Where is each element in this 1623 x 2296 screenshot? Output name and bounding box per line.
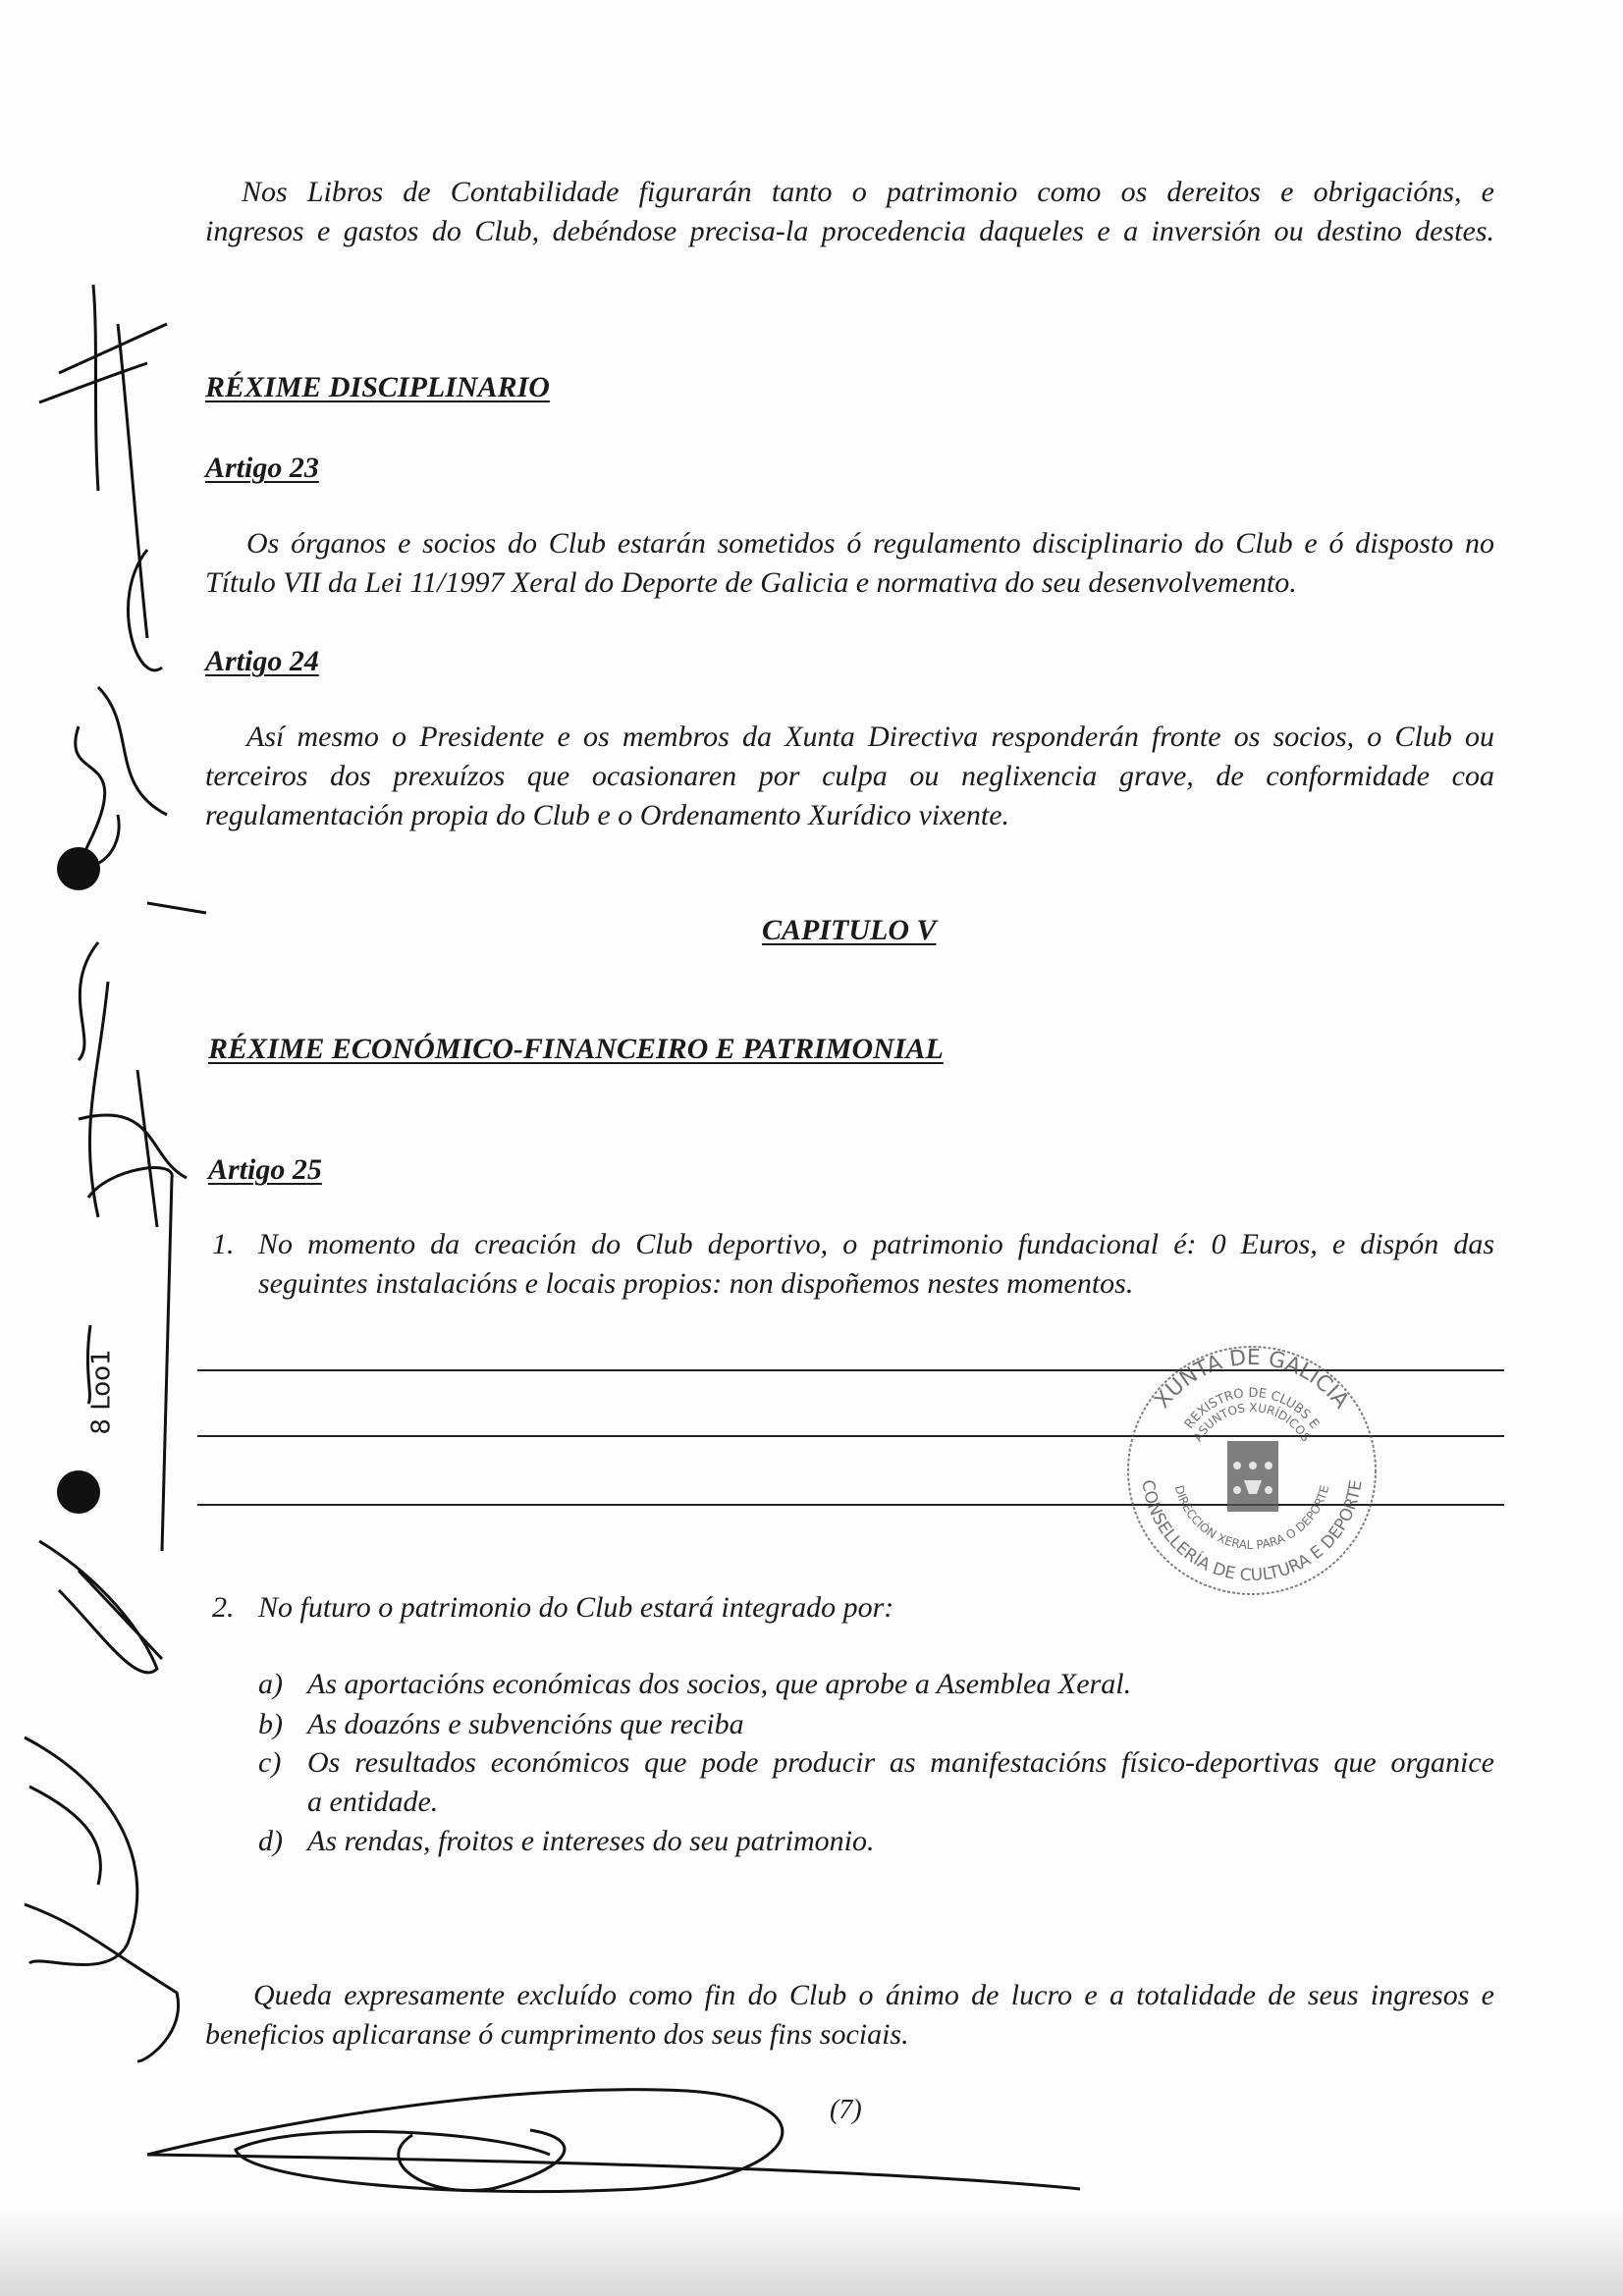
stamp-outer-bottom: CONSELLERÍA DE CULTURA E DEPORTE — [1137, 1478, 1367, 1586]
article-24-line-2: terceiros dos prexuízos que ocasionaren por culpa ou neglixencia grave, de conformidade coa — [205, 760, 1494, 792]
article-25-title: Artigo 25 — [208, 1153, 322, 1186]
page-number: (7) — [830, 2095, 862, 2125]
subitem-c-text: Os resultados económicos que pode producir as manifestacións físico-deportivas que organice — [307, 1746, 1494, 1779]
closing-line-2: beneficios aplicaranse ó cumprimento dos seus fins sociais. — [205, 2018, 909, 2051]
article-23-title: Artigo 23 — [205, 452, 319, 484]
article-24-line-1: Así mesmo o Presidente e os membros da Xunta Directiva responderán fronte os socios, o Club ou — [246, 721, 1494, 753]
stamp-outer-top: XUNTA DE GALICIA — [1150, 1345, 1354, 1414]
subitem-d-text: As rendas, froitos e intereses do seu patrimonio. — [307, 1825, 875, 1857]
article-24-line-3: regulamentación propia do Club e o Ordenamento Xurídico vixente. — [205, 799, 1010, 831]
chapter-heading: RÉXIME ECONÓMICO-FINANCEIRO E PATRIMONIAL — [208, 1033, 944, 1065]
article-24-title: Artigo 24 — [205, 645, 319, 677]
intro-line-2: ingresos e gastos do Club, debéndose precisa-la procedencia daqueles e a inversión ou destino destes. — [205, 215, 1494, 247]
stamp-inner-top-1: REXISTRO DE CLUBS E — [1181, 1385, 1323, 1432]
item-1-line-1: No momento da creación do Club deportivo, o patrimonio fundacional é: 0 Euros, e dispón das — [258, 1228, 1494, 1260]
subitem-b-label: b) — [258, 1708, 283, 1740]
subitem-a-text: As aportacións económicas dos socios, que aprobe a Asemblea Xeral. — [307, 1668, 1132, 1700]
subitem-d-label: d) — [258, 1825, 283, 1857]
subitem-b-text: As doazóns e subvencións que reciba — [307, 1708, 744, 1740]
margin-handwritten-note: 8 Loo1 — [86, 1349, 117, 1435]
article-23-line-2: Título VII da Lei 11/1997 Xeral do Deporte de Galicia e normativa do seu desenvolvemento. — [205, 566, 1297, 599]
subitem-c-text-2: a entidade. — [307, 1786, 439, 1818]
item-2-text: No futuro o patrimonio do Club estará integrado por: — [258, 1591, 894, 1624]
item-2-number: 2. — [212, 1591, 235, 1624]
item-1-number: 1. — [212, 1228, 235, 1260]
intro-line-1: Nos Libros de Contabilidade figurarán tanto o patrimonio como os dereitos e obrigacións, e — [242, 176, 1494, 208]
subitem-c-label: c) — [258, 1746, 282, 1779]
section-heading-disciplinary: RÉXIME DISCIPLINARIO — [205, 371, 550, 403]
article-23-line-1: Os órganos e socios do Club estarán sometidos ó regulamento disciplinario do Club e ó disposto no — [246, 527, 1494, 560]
stamp-inner-top-2: ASUNTOS XURÍDICOS — [1190, 1400, 1314, 1445]
scan-edge-shadow — [0, 2208, 1623, 2296]
subitem-a-label: a) — [258, 1668, 283, 1700]
stamp-inner-bottom: DIRECCIÓN XERAL PARA O DEPORTE — [1171, 1483, 1332, 1553]
item-1-line-2: seguintes instalacións e locais propios: non dispoñemos nestes momentos. — [258, 1267, 1134, 1300]
closing-line-1: Queda expresamente excluído como fin do Club o ánimo de lucro e a totalidade de seus ingresos e — [253, 1979, 1494, 2011]
chapter-title: CAPITULO V — [762, 914, 937, 946]
